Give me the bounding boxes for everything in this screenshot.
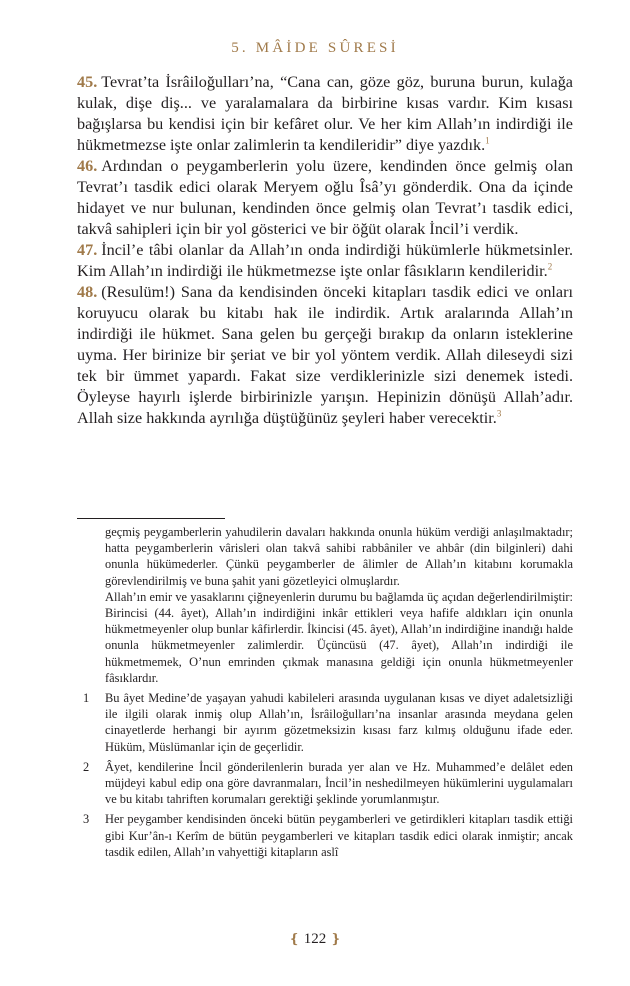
footnote-2 xyxy=(77,759,573,808)
footnote-continued: Allah’ın emir ve yasaklarını çiğneyenlerin durumu bu bağlamda üç açıdan değerlendirilmiştir: Birincisi (44. âyet), Allah’ın indirdiğini inkâr ettikleri veya hafife aldıkları için onunla hükmetmeyenler olup bunlar kâfirlerdir. İkincisi (45. âyet), Allah’ın indirdiğine inandığı halde onunla hükmetmeyenler zalimlerdir. Üçüncüsü (47. âyet), Allah’ın indirdiği ile hükmetmemek, O’nun emrinden çıkmak manasına geldiği için onunla hükmetmeyenler fâsıklardır. xyxy=(105,589,573,685)
verse-text: (Resulüm!) Sana da kendisinden önceki kitapları tasdik edici ve onları koruyucu olarak bu kitabı hak ile indirdik. Artık aralarında Allah’ın indirdiği ile hükmet. Sana gelen bu gerçeği bırakıp da onların isteklerine uyma. Her birinize bir şeriat ve bir yol yöntem verdik. Allah dileseydi sizi tek bir ümmet yapardı. Fakat size verdiklerinizle sizi denemek istedi. Öyleyse hayırlı işlerde birbirinizle yarışın. Hepinizin dönüşü Allah’adır. Allah size hakkında ayrılığa düştüğünüz şeyleri haber verecektir. xyxy=(77,283,573,427)
verse-text: İncil’e tâbi olanlar da Allah’ın onda indirdiği hükümlerle hükmetsinler. Kim Allah’ın indirdiği ile hükmetmezse işte onlar fâsıkların kendileridir. xyxy=(77,241,573,280)
footnote-number: 2 xyxy=(83,759,90,774)
footnote-ref[interactable]: 2 xyxy=(547,261,553,272)
footnote-3 xyxy=(77,811,573,860)
footnote-separator xyxy=(77,518,225,519)
verse-45 xyxy=(77,72,573,156)
verse-number: 47. xyxy=(77,241,98,259)
page-folio xyxy=(0,931,630,948)
verse-number: 46. xyxy=(77,157,98,175)
verse-47 xyxy=(77,240,573,282)
verse-46 xyxy=(77,156,573,240)
page-number: 122 xyxy=(303,931,327,947)
verse-text: Tevrat’ta İsrâiloğulları’na, “Cana can, göze göz, buruna burun, kulağa kulak, dişe diş... ve yaralamalara da birbirine kısas vardır. Kim kısası bağışlarsa bu kendisi için bir kefâret olur. Ve her kim Allah’ın indirdiği ile hükmetmezse işte onlar zalimlerin ta kendileridir” diye yazdık. xyxy=(77,73,573,154)
footnote-text: Her peygamber kendisinden önceki bütün peygamberleri ve getirdikleri kitapları tasdik ettiği gibi Kur’ân-ı Kerîm de bütün peygamberleri ve kitapları tasdik edici olarak inmiştir; ancak tasdik edilen, Allah’ın vahyettiği kitapların aslî xyxy=(105,812,573,859)
verse-number: 48. xyxy=(77,283,98,301)
verse-48 xyxy=(77,282,573,429)
footnote-1 xyxy=(77,690,573,755)
footnote-text: Bu âyet Medine’de yaşayan yahudi kabileleri arasında uygulanan kısas ve diyet adaletsizliği ile ilgili olarak inmiş olup Allah’ın, İsrâiloğulları’na insanlar arasında meydana gelen cinayetlerde herhangi bir ayırım gözetmeksizin kısası farz kılmış olduğunu ifade eder. Hüküm, Müslümanlar için de geçerlidir. xyxy=(105,691,573,754)
verse-block xyxy=(77,72,573,429)
verse-text: Ardından o peygamberlerin yolu üzere, kendinden önce gelmiş olan Tevrat’ı tasdik edici olarak Meryem oğlu Îsâ’yı gönderdik. Ona da içinde hidayet ve nur bulunan, kendinden önce gelmiş olan Tevrat’ı tasdik edici, takvâ sahipleri için bir yol gösterici ve bir öğüt olarak İncil’i verdik. xyxy=(77,157,573,238)
verse-number: 45. xyxy=(77,73,98,91)
footnote-continued: geçmiş peygamberlerin yahudilerin davaları hakkında onunla hüküm verdiği anlaşılmaktadır; hatta peygamberlerin vârisleri olan takvâ sahibi rabbâniler ve ahbâr (din bilginleri) dahi onunla hükümederler. Çünkü peygamberler de âlimler de Allah’ın kitabını korumakla görevlendirilmiş ve buna şahit yani gözetleyici olmuşlardır. xyxy=(105,525,573,588)
footnotes-block xyxy=(77,524,573,860)
footnote-ref[interactable]: 1 xyxy=(485,135,490,146)
footnote-number: 3 xyxy=(83,812,90,827)
ornament-right-icon: ❵ xyxy=(330,931,342,946)
footnote-ref[interactable]: 3 xyxy=(496,408,502,419)
footnote-number: 1 xyxy=(83,691,90,706)
running-head: 5. MÂİDE SÛRESİ xyxy=(231,40,399,56)
footnote-text: Âyet, kendilerine İncil gönderilenlerin burada yer alan ve Hz. Muhammed’e delâlet eden müjdeyi kabul edip ona göre davranmaları, İncil’in neshedilmeyen hükümlerini uygulamaları ve bu kitabı tahriften korumaları gerektiği şeklinde yorumlanmıştır. xyxy=(105,759,573,807)
ornament-left-icon: ❴ xyxy=(288,931,300,946)
